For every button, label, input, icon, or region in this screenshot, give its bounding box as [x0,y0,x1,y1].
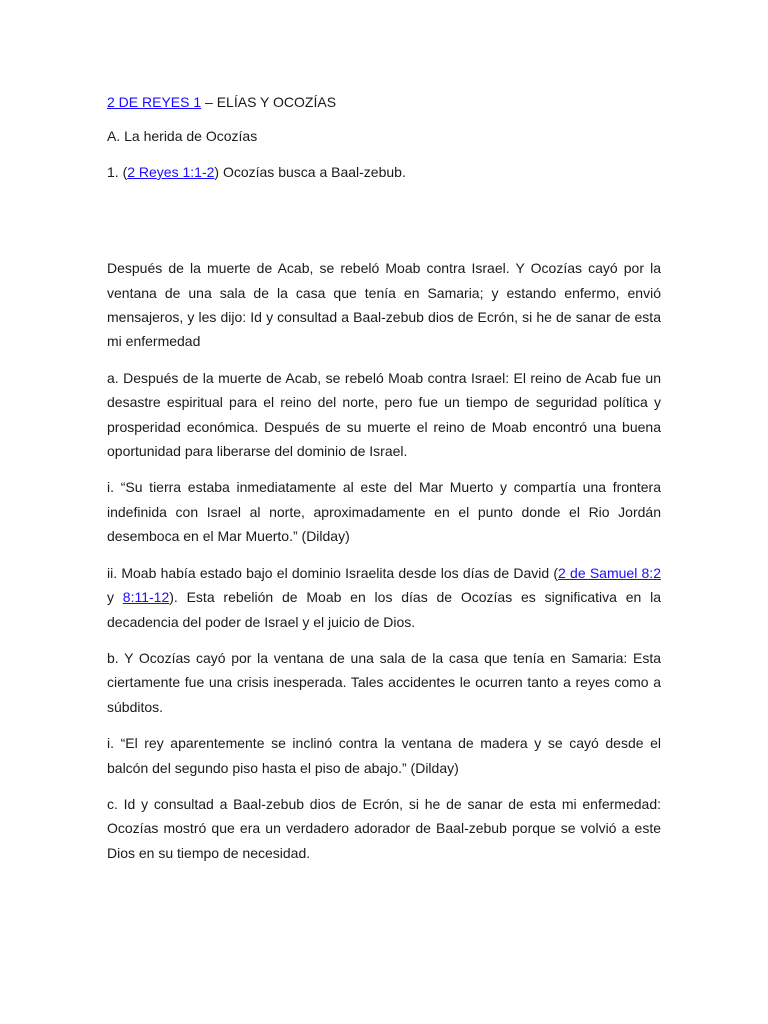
section-heading: A. La herida de Ocozías [107,128,258,145]
item-heading [107,160,661,184]
para-text: ii. Moab había estado bajo el dominio Israelita desde los días de David ( [107,564,559,581]
commentary-paragraph-b: b. Y Ocozías cayó por la ventana de una sala de la casa que tenía en Samaria: Esta ciertamente fue una crisis inesperada. Tales accidentes le ocurren tanto a reyes como a súbditos. [107,649,661,715]
commentary-paragraph-a-ii [107,561,661,634]
scripture-paragraph: Después de la muerte de Acab, se rebeló Moab contra Israel. Y Ocozías cayó por la ventana de una sala de la casa que tenía en Samaria; y estando enfermo, envió mensajeros, y les dijo: Id y consultad a Baal-zebub dios de Ecrón, si he de sanar de esta mi enfermedad [107,260,661,350]
para-text: ). Esta rebelión de Moab en los días de Ocozías es significativa en la decadencia del poder de Israel y el juicio de Dios. [107,589,661,630]
commentary-paragraph-a: a. Después de la muerte de Acab, se rebeló Moab contra Israel: El reino de Acab fue un desastre espiritual para el reino del norte, pero fue un tiempo de seguridad política y prosperidad económica. Después de su muerte el reino de Moab encontró una buena oportunidad para liberarse del dominio de Israel. [107,369,661,460]
commentary-paragraph-c: c. Id y consultad a Baal-zebub dios de Ecrón, si he de sanar de esta mi enfermedad: Ocozías mostró que era un verdadero adorador de Baal-zebub porque se volvió a este Dios en su tiempo de necesidad. [107,795,661,861]
item-prefix: 1. ( [107,163,128,180]
item-suffix: ) Ocozías busca a Baal-zebub. [214,163,406,180]
para-text: y [107,589,123,606]
samuel-link[interactable]: 2 de Samuel 8:2 [558,564,661,581]
document-page [107,90,661,865]
commentary-paragraph-a-i: i. “Su tierra estaba inmediatamente al este del Mar Muerto y compartía una frontera indefinida con Israel al norte, aproximadamente en el punto donde el Rio Jordán desemboca en el Mar Muerto.” (Dilday) [107,479,661,545]
commentary-paragraph-b-i: i. “El rey aparentemente se inclinó contra la ventana de madera y se cayó desde el balcón del segundo piso hasta el piso de abajo.” (Dilday) [107,735,661,776]
title-text: – ELÍAS Y OCOZÍAS [201,94,337,110]
verse-link[interactable]: 2 Reyes 1:1-2 [127,163,215,180]
page-title [107,90,661,114]
verse-range-link[interactable]: 8:11-12 [122,589,170,606]
title-link[interactable]: 2 DE REYES 1 [107,94,202,110]
